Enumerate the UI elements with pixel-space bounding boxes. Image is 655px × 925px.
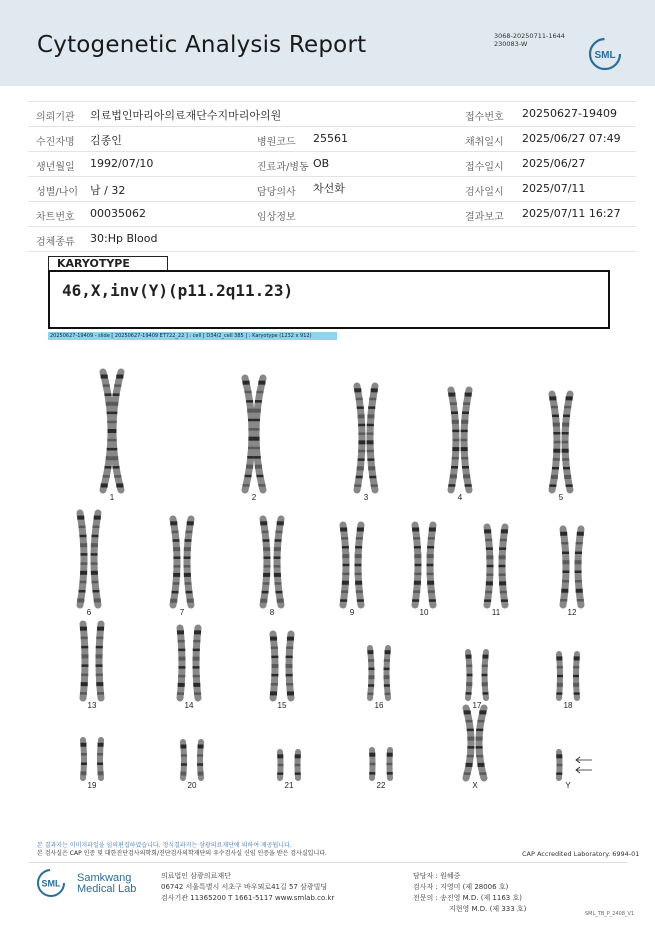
chromosome-left [354,386,365,490]
reference-code-line1: 3068-20250711-1644 [494,32,565,40]
chromosome-right [427,525,436,605]
chromosome-label: 3 [363,493,369,502]
chromosome-right [97,740,104,778]
chromosome-label: 21 [284,781,294,790]
chromosome-label: 5 [558,493,564,502]
chromosome-left [484,527,493,605]
chromosome-left [180,742,187,778]
doctor-value: 차선화 [313,182,345,195]
info-row [28,202,636,227]
company-name [77,873,136,895]
karyotype-result-box [48,270,610,329]
chromosome-label: X [472,781,478,790]
patient-label: 수진자명 [36,137,75,148]
patient-value: 김종인 [90,134,122,147]
collected-value: 2025/06/27 07:49 [522,132,621,145]
chromosome-label: 8 [269,608,275,617]
chromosome-label: 19 [87,781,97,790]
address-line3: 검사기관 11365200 T 1661-5117 www.smlab.co.kr [161,894,335,902]
tested-label: 검사일시 [465,187,504,198]
sml-logo [588,37,622,71]
chart-value: 00035062 [90,207,146,220]
chromosome-right [274,519,284,605]
signer-line: 지현영 M.D. (제 333 호) [449,905,527,913]
specimen-value: 30:Hp Blood [90,232,158,245]
institution-value: 의료법인마리아의료재단수지마리아의원 [90,109,282,122]
notice-block [37,842,467,858]
karyotype-heading: KARYOTYPE [48,256,168,270]
chromosome-right [110,372,124,490]
chromosome-left [556,752,562,778]
info-row [28,152,636,177]
clinical-label: 임상정보 [257,212,296,223]
cap-accreditation: CAP Accredited Laboratory. 6994-01 [522,850,640,858]
doctor-label: 담당의사 [257,187,296,198]
chromosome-label: 10 [419,608,429,617]
slide-info-bar: 20250627-19409 - slide [ 20250627-19409 ET722_22 ] : cell [ D34/2_cell 385 ] : Karyotype (1232 x 912) [48,332,337,340]
address-line2: 06742 서울특별시 서초구 바우뫼로41길 57 삼광빌딩 [161,883,328,891]
chromosome-left [560,529,569,605]
report-value: 2025/07/11 16:27 [522,207,621,220]
karyogram [40,345,620,800]
institution-label: 의뢰기관 [36,112,75,123]
address-line1: 의료법인 삼광의료재단 [161,872,231,880]
dob-value: 1992/07/10 [90,157,154,170]
document-code: SML_TB_P_2408_V1 [585,911,635,917]
chromosome-label: 11 [491,608,501,617]
chromosome-right [476,708,487,778]
chromosome-label: 15 [277,701,287,710]
chromosome-label: 12 [567,608,577,617]
hospital-code-value: 25561 [313,132,348,145]
samkwang-logo [36,868,66,898]
chromosome-left [466,652,473,698]
footer-divider [28,862,628,863]
chromosome-label: 4 [457,493,463,502]
notice-line1: 본 결과지는 이미지파일을 임의편집하였습니다. 정식결과지는 삼광의료재단에 의하여 제공됩니다. [37,842,292,849]
chromosome-label: 1 [109,493,115,502]
chromosome-left [549,394,560,490]
chromosome-right [193,628,202,698]
chromosome-right [575,529,584,605]
chromosome-left [170,519,180,605]
chromosome-label: 9 [349,608,355,617]
chromosome-right [573,654,580,698]
signer-line: 전문의 : 송진영 M.D. (제 1163 호) [413,894,522,902]
chromosome-right [387,750,393,778]
reference-code-line2: 230083-W [494,40,528,48]
company-name-line1: Samkwang [77,872,132,884]
dob-label: 생년월일 [36,162,75,173]
chromosome-right [367,386,378,490]
chromosome-label: 18 [563,701,573,710]
received-value: 2025/06/27 [522,157,586,170]
sex-age-value: 남 / 32 [90,184,126,197]
arrow-icon [576,767,592,773]
chart-label: 차트번호 [36,212,75,223]
chromosome-right [355,525,364,605]
dept-value: OB [313,157,330,170]
chromosome-right [197,742,204,778]
chromosome-left [77,513,87,605]
chromosome-right [184,519,194,605]
chromosome-left [177,628,186,698]
samkwang-logo-text: SML [41,878,61,889]
arrow-icon [576,757,592,763]
chromosome-left [448,390,459,490]
chromosome-left [260,519,270,605]
chromosome-left [80,624,89,698]
chromosome-label: Y [565,781,571,790]
info-row [28,101,636,127]
signer-line: 검사자 : 지영미 (제 28006 호) [413,883,509,891]
chromosome-label: 7 [179,608,185,617]
reference-code [494,32,565,48]
chromosome-left [80,740,87,778]
chromosome-label: 13 [87,701,97,710]
received-label: 접수일시 [465,162,504,173]
sml-logo-text: SML [594,50,616,61]
report-label: 결과보고 [465,212,504,223]
receipt-no-value: 20250627-19409 [522,107,617,120]
chromosome-right [482,652,489,698]
report-title: Cytogenetic Analysis Report [37,32,367,58]
collected-label: 채취일시 [465,137,504,148]
signer-line: 담당자 : 원혜중 [413,872,461,880]
chromosome-left [556,654,563,698]
chromosome-label: 16 [374,701,384,710]
dept-label: 진료과/병동 [257,162,309,173]
notice-line2: 본 검사실은 CAP 인증 및 대한진단검사의학회/진단검사의학재단의 우수검사실 신임 인증을 받은 검사실입니다. [37,850,327,857]
sex-age-label: 성별/나이 [36,187,79,198]
company-address [161,871,334,904]
chromosome-right [96,624,105,698]
chromosome-right [295,752,301,778]
patient-info-table [28,101,636,252]
hospital-code-label: 병원코드 [257,137,296,148]
chromosome-label: 22 [376,781,386,790]
tested-value: 2025/07/11 [522,182,586,195]
chromosome-left [369,750,375,778]
chromosome-label: 17 [472,701,482,710]
chromosome-right [384,648,391,698]
chromosome-label: 2 [251,493,257,502]
chromosome-right [499,527,508,605]
signers-block [413,871,526,915]
chromosome-right [91,513,101,605]
chromosome-right [253,378,266,490]
chromosome-right [461,390,472,490]
karyotype-result: 46,X,inv(Y)(p11.2q11.23) [62,281,294,300]
info-row [28,177,636,202]
chromosome-right [286,634,294,698]
chromosome-left [367,648,374,698]
chromosome-left [340,525,349,605]
info-row [28,227,636,252]
chromosome-left [464,708,475,778]
chromosome-label: 20 [187,781,197,790]
receipt-no-label: 접수번호 [465,112,504,123]
company-name-line2: Medical Lab [77,883,137,895]
info-row [28,127,636,152]
chromosome-left [270,634,278,698]
chromosome-label: 14 [184,701,194,710]
chromosome-right [562,394,573,490]
chromosome-left [412,525,421,605]
chromosome-left [277,752,283,778]
chromosome-label: 6 [86,608,92,617]
specimen-label: 검체종류 [36,237,75,248]
